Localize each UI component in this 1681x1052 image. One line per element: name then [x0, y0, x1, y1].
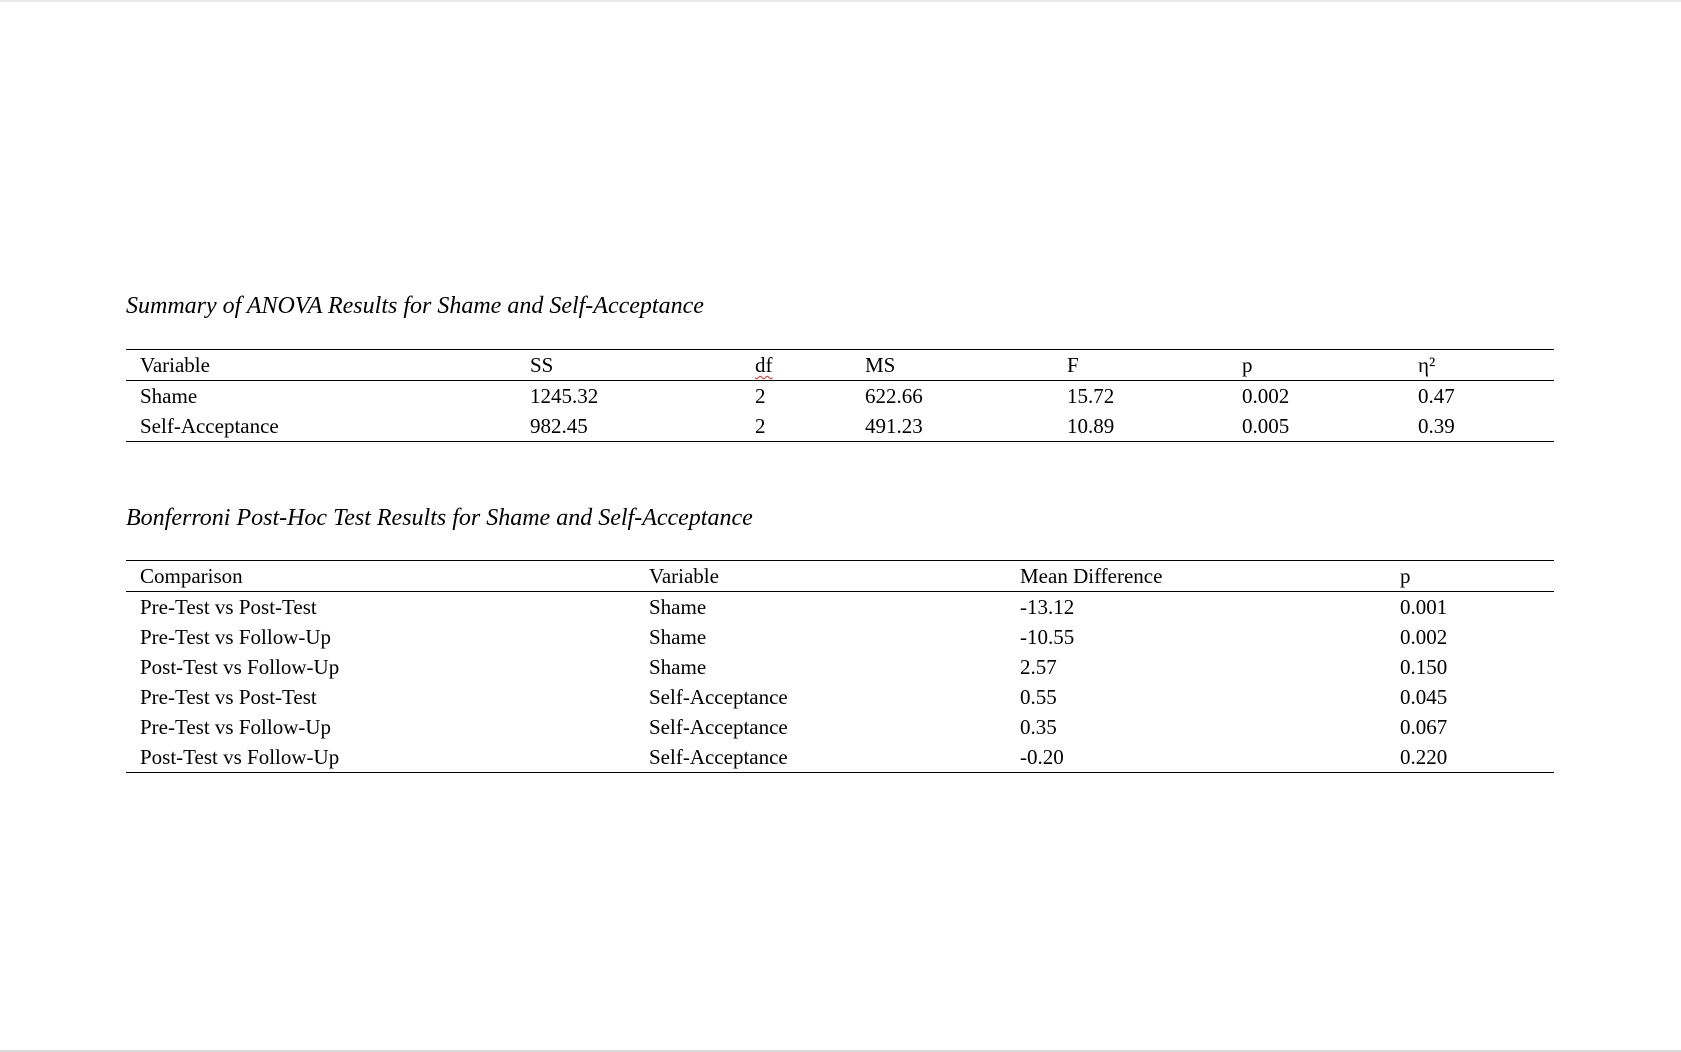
anova-table — [126, 349, 1554, 442]
posthoc-cell-mean-difference: -13.12 — [1020, 595, 1075, 619]
anova-cell-df: 2 — [755, 384, 766, 408]
posthoc-header-mean-difference: Mean Difference — [1020, 564, 1163, 588]
anova-header-ms: MS — [865, 353, 896, 377]
posthoc-cell-comparison: Post-Test vs Follow-Up — [140, 655, 340, 679]
posthoc-table-caption: Bonferroni Post-Hoc Test Results for Shame and Self-Acceptance — [126, 505, 753, 531]
table-row — [126, 381, 1554, 412]
anova-header-p: p — [1242, 353, 1253, 377]
posthoc-header-p: p — [1400, 564, 1411, 588]
anova-cell-variable: Self-Acceptance — [140, 414, 279, 438]
table-row — [126, 622, 1554, 652]
anova-header-f: F — [1067, 353, 1079, 377]
anova-header-ss: SS — [530, 353, 554, 377]
table-row — [126, 652, 1554, 682]
posthoc-cell-variable: Self-Acceptance — [649, 715, 788, 739]
table-row — [126, 712, 1554, 742]
posthoc-cell-mean-difference: -10.55 — [1020, 625, 1075, 649]
anova-cell-f: 10.89 — [1067, 414, 1115, 438]
anova-cell-ms: 622.66 — [865, 384, 923, 408]
anova-header-row — [126, 350, 1554, 381]
posthoc-cell-mean-difference: 0.55 — [1020, 685, 1057, 709]
table-row — [126, 592, 1554, 623]
posthoc-cell-p: 0.002 — [1400, 625, 1448, 649]
table-row — [126, 682, 1554, 712]
anova-header-df — [741, 350, 851, 381]
posthoc-cell-p: 0.220 — [1400, 745, 1448, 769]
table-row — [126, 742, 1554, 773]
anova-cell-ss: 1245.32 — [530, 384, 599, 408]
posthoc-cell-variable: Shame — [649, 625, 707, 649]
anova-cell-p: 0.002 — [1242, 384, 1290, 408]
posthoc-cell-mean-difference: -0.20 — [1020, 745, 1064, 769]
posthoc-cell-comparison: Pre-Test vs Post-Test — [140, 685, 317, 709]
anova-table-caption: Summary of ANOVA Results for Shame and Self-Acceptance — [126, 293, 704, 319]
posthoc-header-comparison: Comparison — [140, 564, 243, 588]
posthoc-cell-comparison: Pre-Test vs Follow-Up — [140, 715, 332, 739]
anova-header-df-text[interactable]: df — [755, 353, 773, 377]
posthoc-cell-comparison: Pre-Test vs Post-Test — [140, 595, 317, 619]
anova-cell-variable: Shame — [140, 384, 198, 408]
posthoc-cell-variable: Self-Acceptance — [649, 685, 788, 709]
anova-cell-ms: 491.23 — [865, 414, 923, 438]
posthoc-cell-variable: Shame — [649, 595, 707, 619]
posthoc-cell-p: 0.045 — [1400, 685, 1448, 709]
posthoc-cell-variable: Self-Acceptance — [649, 745, 788, 769]
posthoc-cell-mean-difference: 0.35 — [1020, 715, 1057, 739]
anova-cell-eta-squared: 0.47 — [1418, 384, 1455, 408]
table-row — [126, 411, 1554, 442]
posthoc-cell-p: 0.067 — [1400, 715, 1448, 739]
posthoc-cell-comparison: Post-Test vs Follow-Up — [140, 745, 340, 769]
anova-header-eta-squared: η² — [1418, 353, 1436, 377]
posthoc-cell-p: 0.150 — [1400, 655, 1448, 679]
posthoc-cell-p: 0.001 — [1400, 595, 1448, 619]
anova-cell-p: 0.005 — [1242, 414, 1290, 438]
anova-header-variable: Variable — [140, 353, 210, 377]
posthoc-header-variable: Variable — [649, 564, 719, 588]
posthoc-header-row — [126, 561, 1554, 592]
anova-cell-df: 2 — [755, 414, 766, 438]
anova-cell-eta-squared: 0.39 — [1418, 414, 1455, 438]
posthoc-cell-mean-difference: 2.57 — [1020, 655, 1057, 679]
page-top-edge — [0, 0, 1681, 2]
posthoc-cell-comparison: Pre-Test vs Follow-Up — [140, 625, 332, 649]
anova-cell-f: 15.72 — [1067, 384, 1115, 408]
posthoc-cell-variable: Shame — [649, 655, 707, 679]
anova-cell-ss: 982.45 — [530, 414, 588, 438]
posthoc-table — [126, 560, 1554, 773]
